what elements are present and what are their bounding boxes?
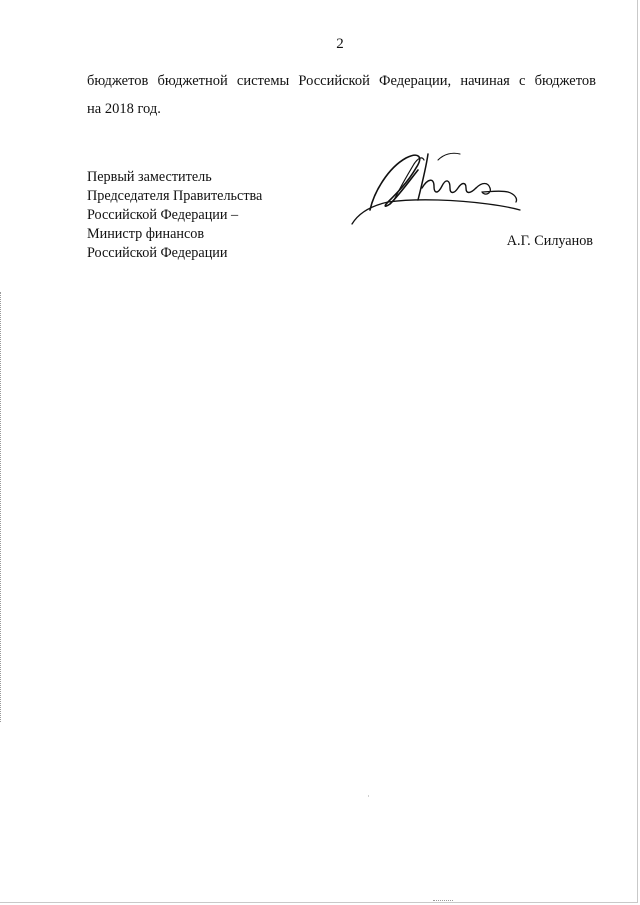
- scan-edge-mark: [0, 292, 2, 722]
- signatory-title-line-3: Российской Федерации –: [87, 207, 239, 223]
- signer-name: А.Г. Силуанов: [506, 233, 593, 249]
- signatory-title-block: [87, 168, 262, 263]
- scan-bottom-mark: [433, 900, 453, 903]
- signatory-title-line-1: Первый заместитель: [87, 169, 212, 185]
- page-number: 2: [336, 36, 344, 52]
- scan-speck: [368, 795, 369, 797]
- signatory-title-line-5: Российской Федерации: [87, 245, 228, 261]
- handwritten-signature: [348, 148, 523, 228]
- paragraph-line-1: бюджетов бюджетной системы Российской Федерации, начиная с бюджетов: [87, 73, 596, 89]
- signatory-title-line-4: Министр финансов: [87, 226, 205, 242]
- paragraph-line-2: на 2018 год.: [87, 101, 161, 117]
- signatory-title-line-2: Председателя Правительства: [87, 188, 263, 204]
